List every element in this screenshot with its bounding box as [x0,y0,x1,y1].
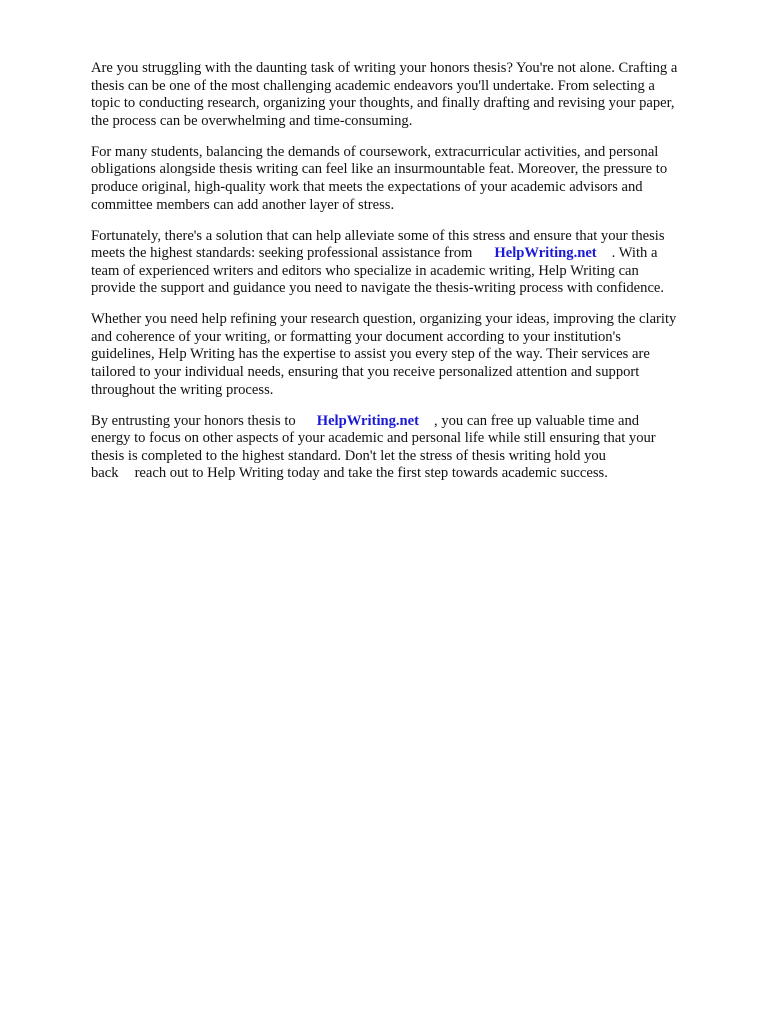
text-segment: , you can free up valuable time and [434,412,640,429]
helpwriting-link[interactable]: HelpWriting.net [494,245,597,262]
document-body [91,60,731,496]
text-line: throughout the writing process. [91,381,274,398]
text-line: Are you struggling with the daunting task of writing your honors thesis? You're not alone. Crafting a [91,60,678,76]
text-line: committee members can add another layer of stress. [91,196,395,213]
text-line [91,245,731,263]
text-line: topic to conducting research, organizing your thoughts, and finally drafting and revising your paper, [91,95,675,112]
text-segment: meets the highest standards: seeking professional assistance from [91,245,473,262]
text-line: obligations alongside thesis writing can feel like an insurmountable feat. Moreover, the pressure to [91,161,668,178]
text-line: produce original, high-quality work that meets the expectations of your academic advisors and [91,178,643,195]
paragraph-solution [91,228,731,298]
paragraph-intro [91,60,731,130]
text-line: provide the support and guidance you need to navigate the thesis-writing process with confidence. [91,280,665,297]
text-line: tailored to your individual needs, ensuring that you receive personalized attention and support [91,364,640,381]
text-segment: back [91,465,119,482]
text-line: energy to focus on other aspects of your academic and personal life while still ensuring that your [91,430,656,447]
text-line: Whether you need help refining your research question, organizing your ideas, improving the clarity [91,311,677,328]
text-line: For many students, balancing the demands of coursework, extracurricular activities, and personal [91,143,659,160]
text-line: Fortunately, there's a solution that can help alleviate some of this stress and ensure that your thesis [91,227,665,244]
paragraph-conclusion [91,413,731,483]
helpwriting-link[interactable]: HelpWriting.net [316,412,420,429]
text-line: thesis can be one of the most challenging academic endeavors you'll undertake. From selecting a [91,77,655,94]
text-segment: reach out to Help Writing today and take the first step towards academic success. [134,465,608,482]
text-segment: . With a [611,245,658,262]
text-line: the process can be overwhelming and time-consuming. [91,112,413,129]
text-line [91,465,731,483]
text-line: team of experienced writers and editors who specialize in academic writing, Help Writing can [91,262,639,279]
text-segment: By entrusting your honors thesis to [91,412,296,429]
text-line: and coherence of your writing, or formatting your document according to your institution's [91,328,621,345]
paragraph-challenges [91,144,731,214]
text-line: thesis is completed to the highest standard. Don't let the stress of thesis writing hold you [91,447,606,464]
text-line [91,413,731,431]
paragraph-services [91,311,731,399]
text-line: guidelines, Help Writing has the expertise to assist you every step of the way. Their services are [91,346,650,363]
